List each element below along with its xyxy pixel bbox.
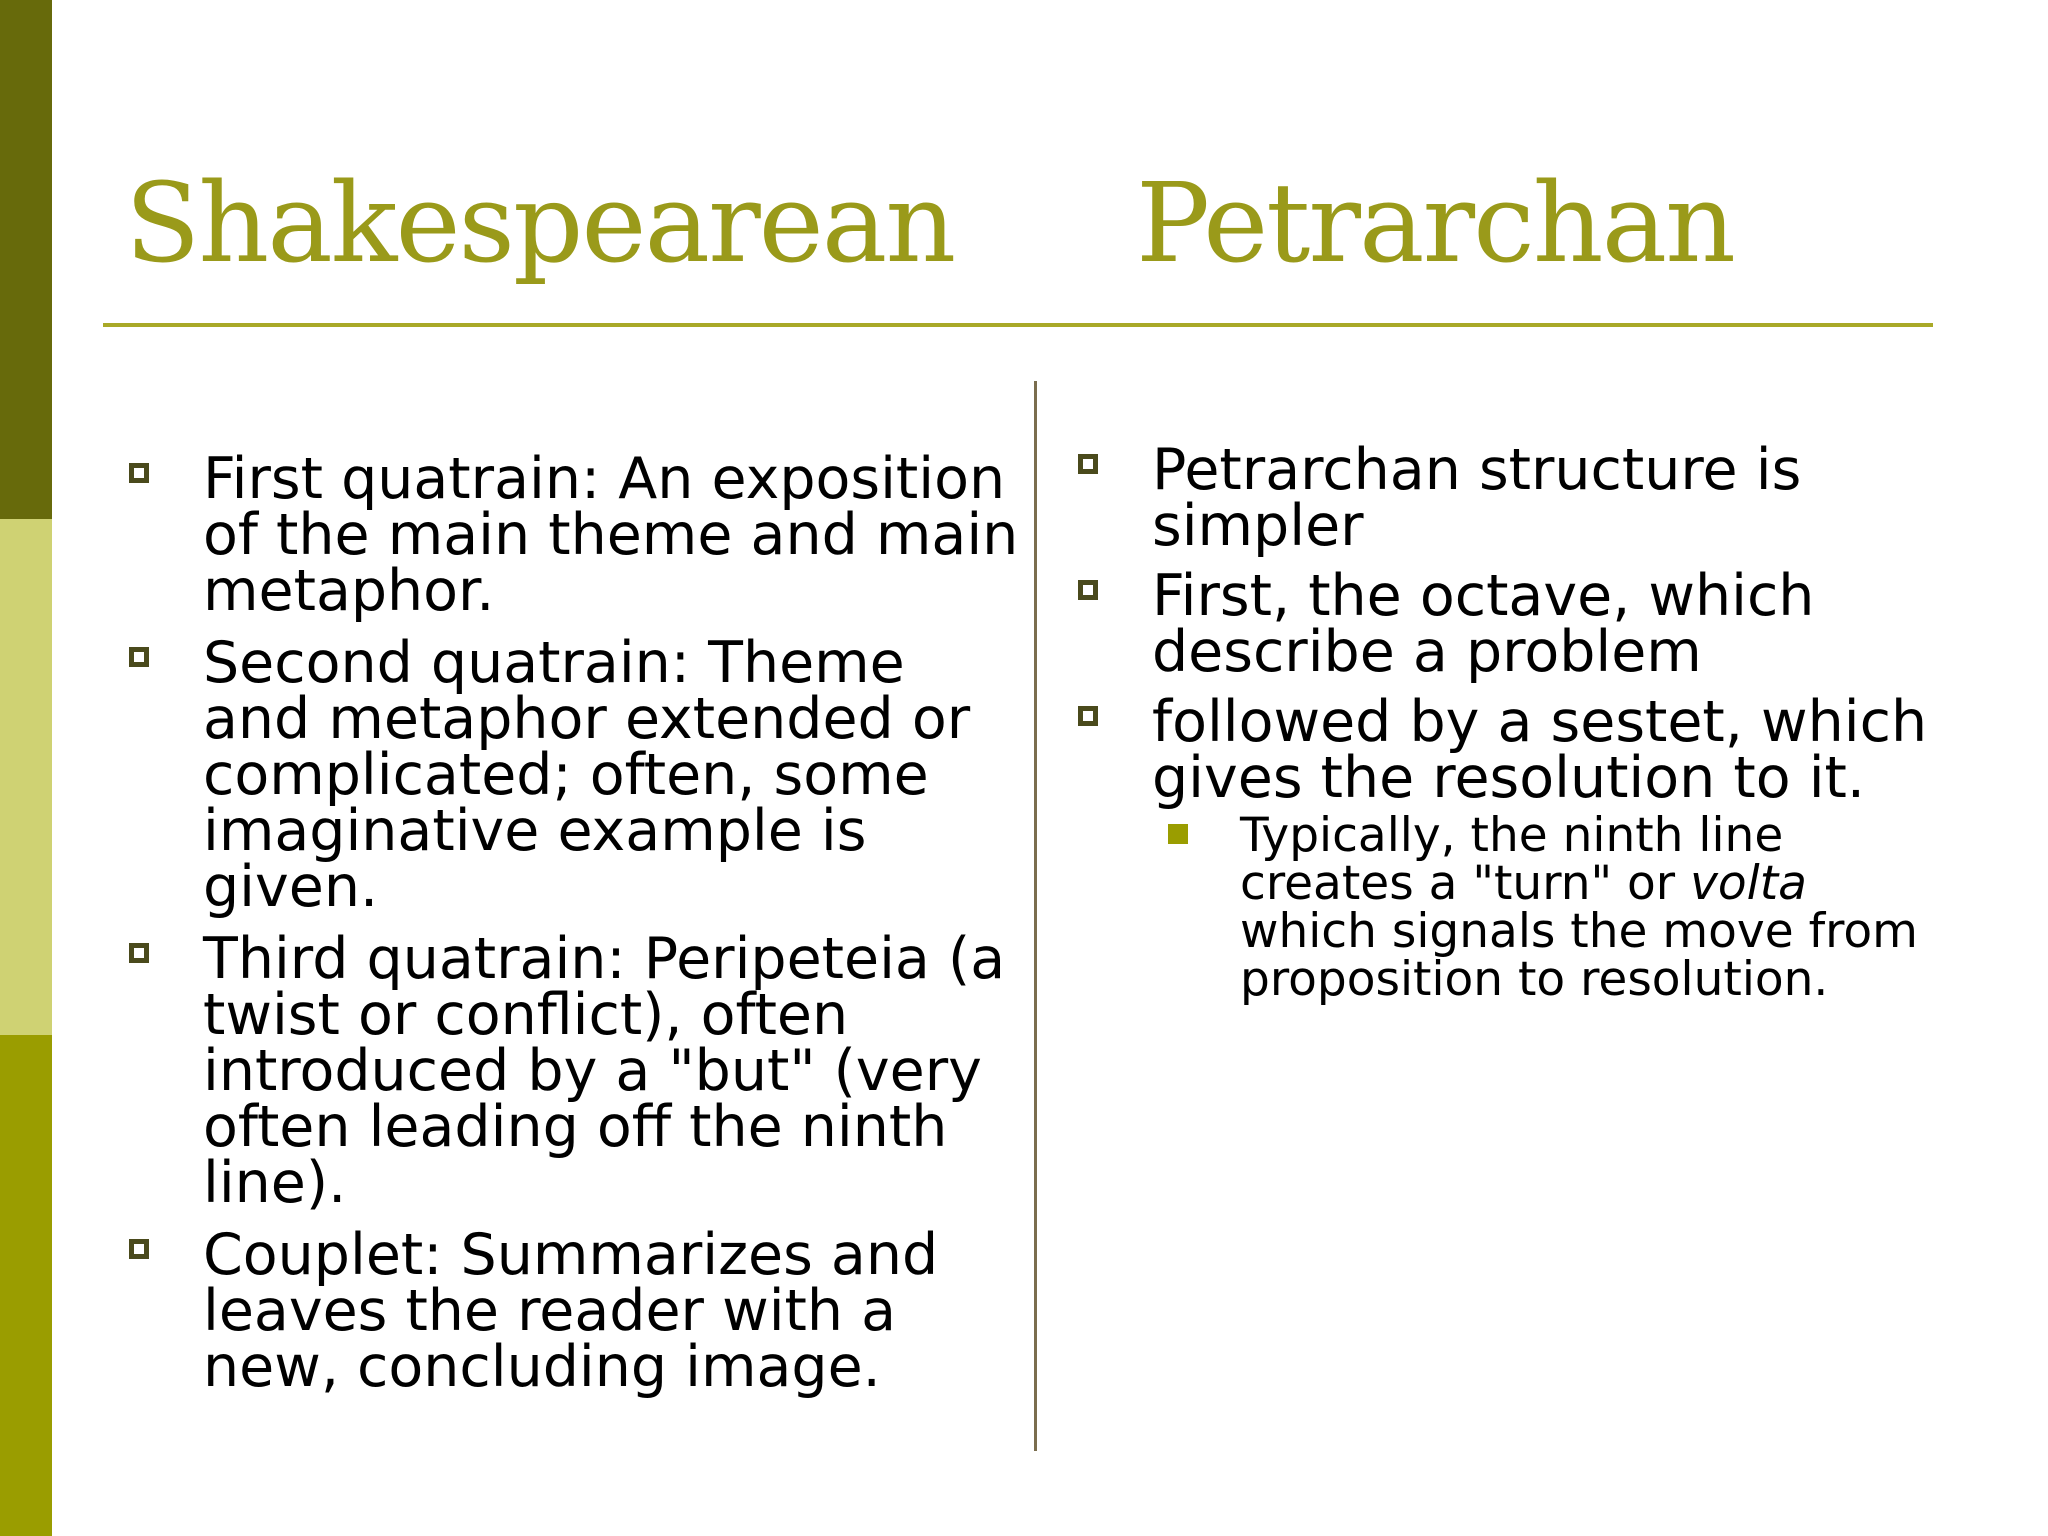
list-item-couplet — [127, 1222, 1027, 1400]
square-bullet-icon — [1078, 454, 1098, 474]
bullet-text: Third quatrain: Peripeteia (a twist or conflict), often introduced by a "but" (very often leading off the ninth line). — [203, 926, 1006, 1216]
volta-sub-list — [1152, 808, 1956, 1007]
filled-square-bullet-icon — [1168, 824, 1188, 844]
title-petrarchan: Petrarchan — [1136, 159, 1734, 287]
list-item-third-quatrain — [127, 926, 1027, 1216]
title-shakespearean: Shakespearean — [125, 159, 955, 287]
sub-item-volta — [1152, 808, 1956, 1007]
sub-text-italic: volta — [1690, 856, 1807, 911]
sidebar-band-light — [0, 519, 52, 1035]
title-underline — [103, 323, 1933, 327]
bullet-text: Couplet: Summarizes and leaves the reader with a new, concluding image. — [203, 1222, 939, 1400]
bullet-text: Petrarchan structure is simpler — [1152, 437, 1802, 559]
petrarchan-bullet-list — [1076, 437, 1956, 1018]
square-bullet-icon — [129, 1239, 149, 1259]
sidebar-band-dark — [0, 0, 52, 519]
square-bullet-icon — [1078, 580, 1098, 600]
sub-text-before: Typically, the ninth line creates a "turn" or — [1240, 808, 1784, 911]
bullet-text: First, the octave, which describe a problem — [1152, 563, 1815, 685]
bullet-text: Second quatrain: Theme and metaphor extended or complicated; often, some imaginative example is given. — [203, 630, 971, 920]
sidebar-band-mid — [0, 1035, 52, 1536]
list-item-sestet — [1076, 689, 1956, 1007]
square-bullet-icon — [1078, 706, 1098, 726]
shakespearean-bullet-list — [127, 446, 1027, 1411]
list-item-first-quatrain — [127, 446, 1027, 624]
sub-text-after: which signals the move from proposition to resolution. — [1240, 904, 1918, 1007]
column-divider — [1034, 381, 1037, 1451]
list-item-octave — [1076, 563, 1956, 685]
square-bullet-icon — [129, 463, 149, 483]
list-item-structure — [1076, 437, 1956, 559]
bullet-text: First quatrain: An exposition of the main theme and main metaphor. — [203, 446, 1019, 624]
square-bullet-icon — [129, 943, 149, 963]
bullet-text: followed by a sestet, which gives the resolution to it. — [1152, 689, 1928, 811]
list-item-second-quatrain — [127, 630, 1027, 920]
square-bullet-icon — [129, 647, 149, 667]
